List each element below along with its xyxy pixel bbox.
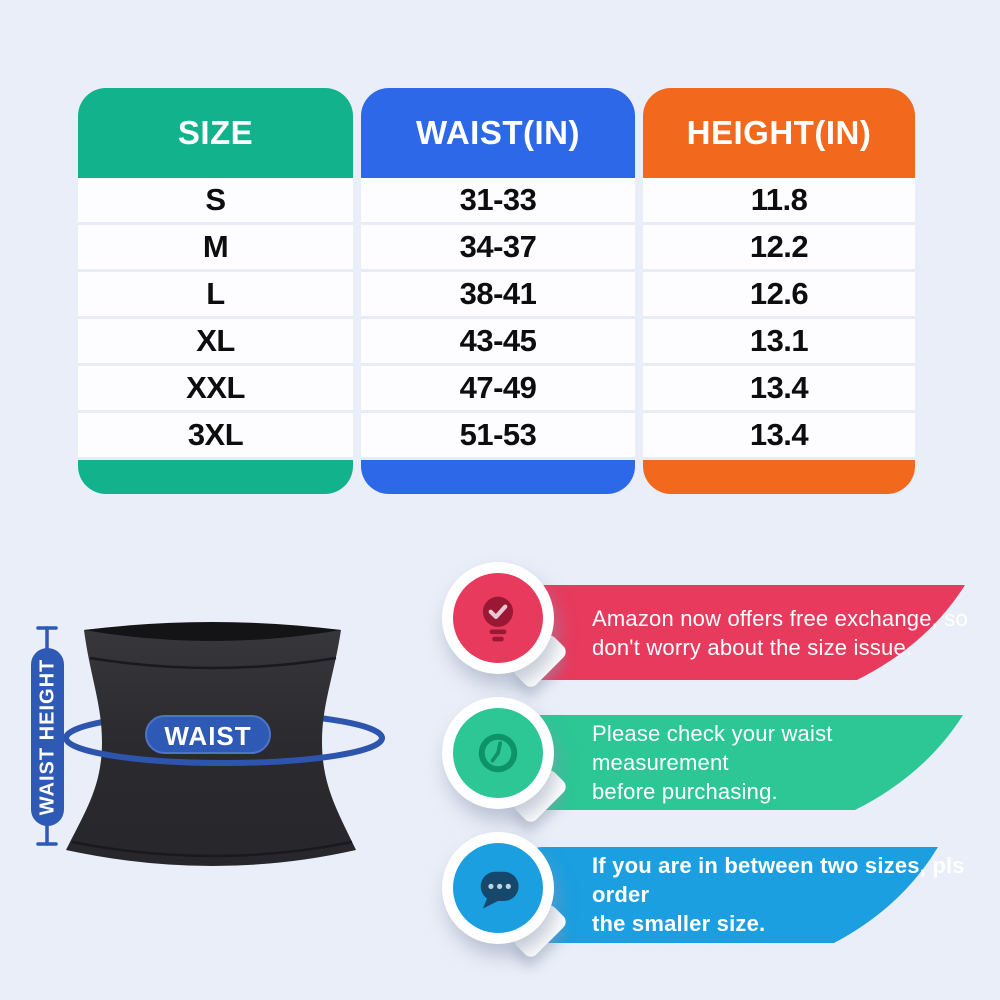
height-cell: 12.2 [643, 225, 915, 272]
callout-free-exchange [440, 560, 980, 700]
waist-cell: 47-49 [361, 366, 635, 413]
waist-cell: 43-45 [361, 319, 635, 366]
column-header-waist: WAIST(IN) [361, 88, 635, 178]
clock-icon [442, 697, 554, 809]
callout-text [592, 847, 972, 942]
height-cell: 13.1 [643, 319, 915, 366]
callout-line: don't worry about the size issue. [592, 634, 913, 660]
size-cell: XXL [78, 366, 353, 413]
waist-cell: 34-37 [361, 225, 635, 272]
waist-label: WAIST [164, 721, 252, 751]
height-cell: 11.8 [643, 178, 915, 225]
size-cell: XL [78, 319, 353, 366]
callout-line: Amazon now offers free exchange, so [592, 605, 968, 631]
waist-column [361, 88, 635, 494]
height-cell: 13.4 [643, 413, 915, 460]
waist-cell: 31-33 [361, 178, 635, 225]
callout-text [592, 585, 972, 680]
callout-between-sizes [440, 830, 980, 970]
height-column [643, 88, 915, 494]
height-cell: 13.4 [643, 366, 915, 413]
lightbulb-check-icon [442, 562, 554, 674]
size-cell: M [78, 225, 353, 272]
callout-check-measurement [440, 695, 980, 835]
column-footer-height [643, 460, 915, 494]
column-header-size: SIZE [78, 88, 353, 178]
callout-line: If you are in between two sizes, pls order [592, 853, 965, 907]
callout-line: Please check your waist measurement [592, 721, 833, 775]
height-cell: 12.6 [643, 272, 915, 319]
size-cell: 3XL [78, 413, 353, 460]
column-header-height: HEIGHT(IN) [643, 88, 915, 178]
size-cell: S [78, 178, 353, 225]
size-column [78, 88, 353, 494]
waist-trainer-diagram [0, 588, 450, 900]
callout-text [592, 715, 972, 810]
callout-line: before purchasing. [592, 779, 778, 804]
callout-line: the smaller size. [592, 911, 766, 936]
size-cell: L [78, 272, 353, 319]
column-footer-size [78, 460, 353, 494]
waist-height-label: WAIST HEIGHT [36, 658, 59, 816]
waist-cell: 38-41 [361, 272, 635, 319]
column-footer-waist [361, 460, 635, 494]
chat-dots-icon [442, 832, 554, 944]
waist-cell: 51-53 [361, 413, 635, 460]
